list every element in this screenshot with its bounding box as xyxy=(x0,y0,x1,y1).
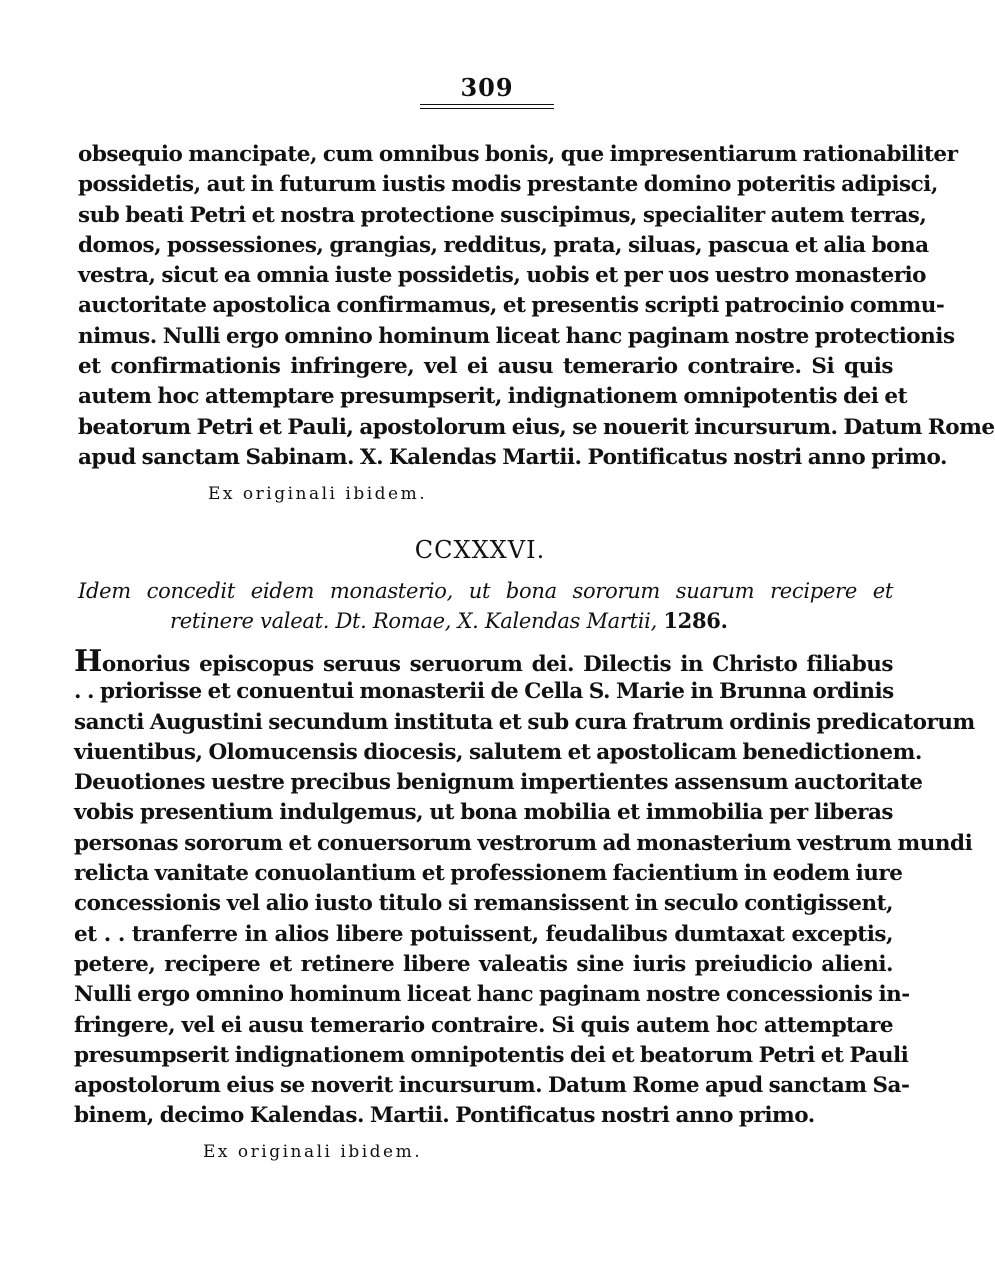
first-line-text: onorius episcopus seruus seruorum dei. Dilectis in Christo filiabus xyxy=(101,652,893,677)
text-line: relicta vanitate conuolantium et professionem facientium in eodem iure xyxy=(74,861,903,887)
text-line: nimus. Nulli ergo omnino hominum liceat hanc paginam nostre protectionis xyxy=(78,323,955,349)
text-line: apostolorum eius se noverit incursurum. Datum Rome apud sanctam Sa- xyxy=(74,1073,910,1099)
previous-document-text xyxy=(78,140,995,473)
text-line: beatorum Petri et Pauli, apostolorum eius, se nouerit incursurum. Datum Rome xyxy=(78,414,995,440)
drop-cap: H xyxy=(74,644,102,679)
source-note: Ex originali ibidem. xyxy=(208,484,428,504)
text-line: personas sororum et conuersorum vestrorum ad monasterium vestrum mundi xyxy=(74,830,973,856)
text-line: sancti Augustini secundum instituta et sub cura fratrum ordinis predicatorum xyxy=(74,709,975,735)
text-line: viuentibus, Olomucensis diocesis, salutem et apostolicam benedictionem. xyxy=(74,739,922,765)
document-number: CCXXXVI. xyxy=(414,536,546,564)
text-line: binem, decimo Kalendas. Martii. Pontificatus nostri anno primo. xyxy=(74,1103,815,1129)
text-line: fringere, vel ei ausu temerario contraire. Si quis autem hoc attemptare xyxy=(74,1012,893,1038)
document-regest xyxy=(78,576,893,636)
document-year: 1286. xyxy=(663,608,728,633)
text-line: vestra, sicut ea omnia iuste possidetis, uobis et per uos uestro monasterio xyxy=(78,263,927,289)
regest-line: Idem concedit eidem monasterio, ut bona sororum suarum recipere et xyxy=(78,579,893,603)
text-line: sub beati Petri et nostra protectione suscipimus, specialiter autem terras, xyxy=(78,202,927,228)
text-line: Nulli ergo omnino hominum liceat hanc paginam nostre concessionis in- xyxy=(74,982,910,1008)
text-line: . . priorisse et conuentui monasterii de Cella S. Marie in Brunna ordinis xyxy=(74,679,894,705)
header-rule-top xyxy=(420,104,554,105)
text-line: Deuotiones uestre precibus benignum impertientes assensum auctoritate xyxy=(74,770,923,796)
text-line: domos, possessiones, grangias, redditus, prata, siluas, pascua et alia bona xyxy=(78,232,929,258)
text-line: auctoritate apostolica confirmamus, et presentis scripti patrocinio commu- xyxy=(78,293,945,319)
regest-line xyxy=(78,606,893,636)
header-rule-bottom xyxy=(420,108,554,109)
source-note: Ex originali ibidem. xyxy=(203,1142,423,1162)
text-line: possidetis, aut in futurum iustis modis prestante domino poteritis adipisci, xyxy=(78,172,938,198)
text-line: autem hoc attemptare presumpserit, indignationem omnipotentis dei et xyxy=(78,384,908,410)
regest-text: retinere valeat. Dt. Romae, X. Kalendas Martii, xyxy=(170,609,657,633)
text-line: et confirmationis infringere, vel ei ausu temerario contraire. Si quis xyxy=(78,354,893,380)
text-line: apud sanctam Sabinam. X. Kalendas Martii. Pontificatus nostri anno primo. xyxy=(78,444,947,470)
text-line: obsequio mancipate, cum omnibus bonis, que impresentiarum rationabiliter xyxy=(78,142,958,167)
page-number: 309 xyxy=(460,73,514,102)
text-line: petere, recipere et retinere libere valeatis sine iuris preiudicio alieni. xyxy=(74,951,893,977)
text-line: vobis presentium indulgemus, ut bona mobilia et immobilia per liberas xyxy=(74,800,893,826)
text-line: presumpserit indignationem omnipotentis dei et beatorum Petri et Pauli xyxy=(74,1042,909,1068)
text-line: et . . tranferre in alios libere potuissent, feudalibus dumtaxat exceptis, xyxy=(74,921,893,947)
text-line-first xyxy=(74,644,893,679)
text-line: concessionis vel alio iusto titulo si remansissent in seculo contigissent, xyxy=(74,891,893,917)
document-text xyxy=(74,644,975,1132)
